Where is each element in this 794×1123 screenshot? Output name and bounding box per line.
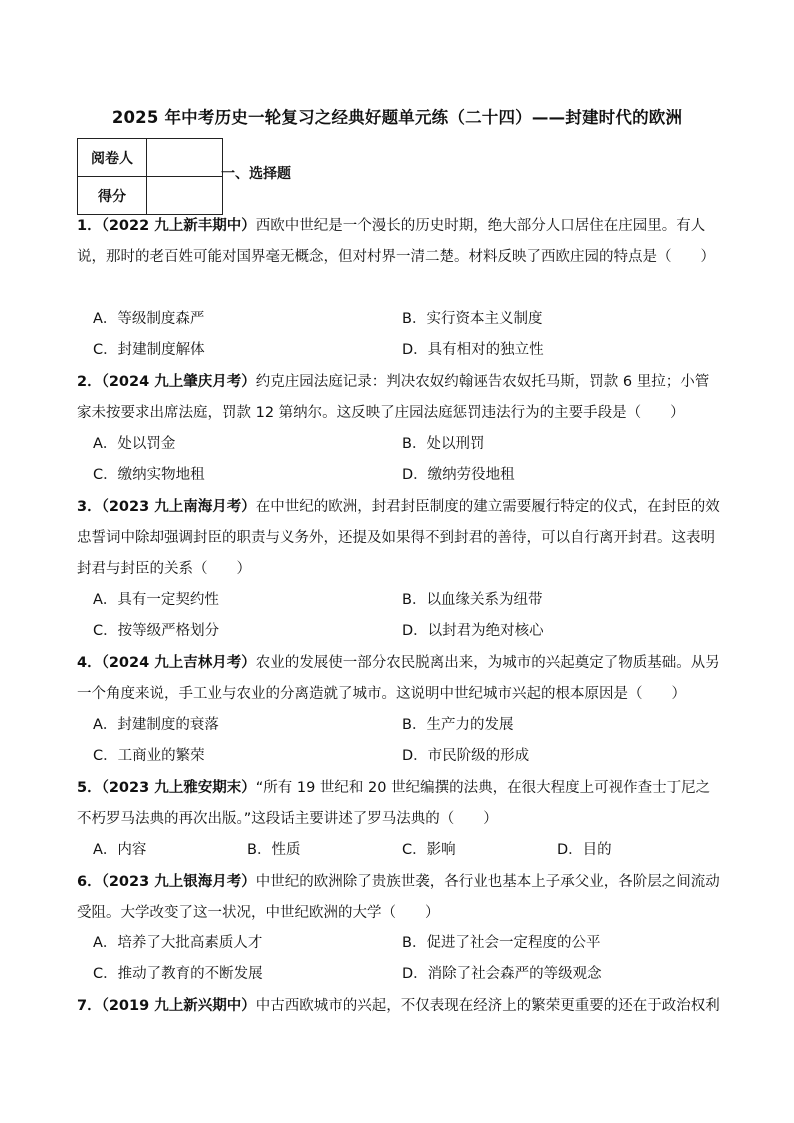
- option-d[interactable]: D．缴纳劳役地租: [402, 467, 515, 483]
- question-source: （2023 九上雅安期末）: [101, 780, 256, 796]
- option-a[interactable]: A．封建制度的衰落: [93, 717, 219, 733]
- page-title: 2025 年中考历史一轮复习之经典好题单元练（二十四）——封建时代的欧洲: [111, 108, 683, 127]
- question-6: [77, 867, 721, 929]
- question-1: [77, 211, 721, 273]
- option-b[interactable]: B．促进了社会一定程度的公平: [402, 935, 601, 951]
- question-source: （2024 九上肇庆月考）: [101, 374, 256, 390]
- score-table: [77, 138, 223, 215]
- option-d[interactable]: D．具有相对的独立性: [402, 342, 544, 358]
- option-a[interactable]: A．内容: [93, 842, 147, 858]
- option-d[interactable]: D．目的: [557, 842, 612, 858]
- question-text: 在中世纪的欧洲，封君封臣制度的建立需要履行特定的仪式，在封臣的效忠誓词中除却强调封臣的职责与义务外，还提及如果得不到封君的善待，可以自行离开封君。这表明封君与封臣的关系（ ）: [77, 499, 720, 577]
- question-2: [77, 367, 721, 429]
- option-b[interactable]: B．性质: [247, 842, 301, 858]
- option-c[interactable]: C．工商业的繁荣: [93, 748, 205, 764]
- reviewer-field[interactable]: [147, 139, 223, 177]
- option-d[interactable]: D．消除了社会森严的等级观念: [402, 966, 602, 982]
- option-c[interactable]: C．按等级严格划分: [93, 623, 220, 639]
- question-number: 3．: [77, 499, 102, 515]
- question-source: （2022 九上新丰期中）: [101, 218, 256, 234]
- question-source: （2023 九上银海月考）: [101, 874, 256, 890]
- question-source: （2023 九上南海月考）: [101, 499, 256, 515]
- question-number: 2．: [77, 374, 102, 390]
- question-source: （2024 九上吉林月考）: [101, 655, 256, 671]
- question-number: 5．: [77, 780, 102, 796]
- option-b[interactable]: B．处以刑罚: [402, 436, 485, 452]
- option-b[interactable]: B．以血缘关系为纽带: [402, 592, 543, 608]
- option-c[interactable]: C．缴纳实物地租: [93, 467, 205, 483]
- question-5: [77, 773, 721, 835]
- question-text: 农业的发展使一部分农民脱离出来，为城市的兴起奠定了物质基础。从另一个角度来说，手工业与农业的分离造就了城市。这说明中世纪城市兴起的根本原因是（ ）: [77, 655, 720, 702]
- question-7: [77, 991, 721, 1022]
- option-c[interactable]: C．推动了教育的不断发展: [93, 966, 263, 982]
- score-label: 得分: [78, 177, 147, 215]
- question-number: 1．: [77, 218, 102, 234]
- option-a[interactable]: A．处以罚金: [93, 436, 176, 452]
- question-text: 西欧中世纪是一个漫长的历史时期，绝大部分人口居住在庄园里。有人说，那时的老百姓可能对国界毫无概念，但对村界一清二楚。材料反映了西欧庄园的特点是（ ）: [77, 218, 715, 265]
- section-title: 一、选择题: [221, 166, 291, 182]
- question-3: [77, 492, 721, 585]
- question-text: 约克庄园法庭记录：判决农奴约翰诬告农奴托马斯，罚款 6 里拉；小管家未按要求出席法庭，罚款 12 第纳尔。这反映了庄园法庭惩罚违法行为的主要手段是（ ）: [77, 374, 710, 421]
- option-a[interactable]: A．等级制度森严: [93, 311, 205, 327]
- question-text: 中世纪的欧洲除了贵族世袭，各行业也基本上子承父业，各阶层之间流动受阻。大学改变了这一状况，中世纪欧洲的大学（ ）: [77, 874, 720, 921]
- question-4: [77, 648, 721, 710]
- option-d[interactable]: D．市民阶级的形成: [402, 748, 530, 764]
- option-b[interactable]: B．生产力的发展: [402, 717, 514, 733]
- option-a[interactable]: A．具有一定契约性: [93, 592, 219, 608]
- option-b[interactable]: B．实行资本主义制度: [402, 311, 543, 327]
- question-text: “所有 19 世纪和 20 世纪编撰的法典，在很大程度上可视作查士丁尼之不朽罗马法典的再次出版。”这段话主要讲述了罗马法典的（ ）: [77, 780, 711, 827]
- score-field[interactable]: [147, 177, 223, 215]
- question-number: 7．: [77, 998, 102, 1014]
- option-a[interactable]: A．培养了大批高素质人才: [93, 935, 263, 951]
- question-number: 6．: [77, 874, 102, 890]
- question-source: （2019 九上新兴期中）: [101, 998, 256, 1014]
- option-d[interactable]: D．以封君为绝对核心: [402, 623, 544, 639]
- question-text: 中古西欧城市的兴起，不仅表现在经济上的繁荣更重要的还在于政治权利: [255, 998, 720, 1014]
- option-c[interactable]: C．封建制度解体: [93, 342, 205, 358]
- option-c[interactable]: C．影响: [402, 842, 456, 858]
- question-number: 4．: [77, 655, 102, 671]
- reviewer-label: 阅卷人: [78, 139, 147, 177]
